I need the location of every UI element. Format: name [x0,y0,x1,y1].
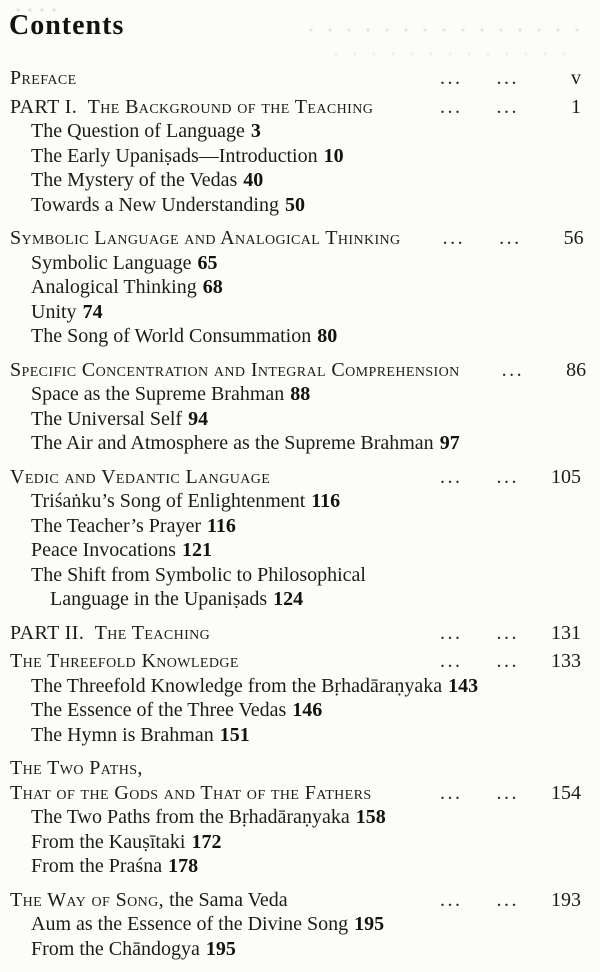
toc-entry-title: The Threefold Knowledge [10,650,239,672]
dot-leader: ... [440,621,463,644]
toc-page-number: v [571,67,581,89]
toc-entry-title: The Two Paths, [10,757,143,779]
toc-entry-title: Unity [31,300,77,323]
toc-item-page-number: 3 [250,120,261,142]
toc-entry-title: That of the Gods and That of the Fathers [10,781,372,804]
toc-item-page-number: 116 [207,514,236,537]
toc-heading-row [0,781,600,806]
toc-entry-title: Peace Invocations [31,539,176,561]
toc-heading-row [0,358,600,383]
toc-item-row [0,563,600,588]
toc-item-page-number: 116 [311,490,341,512]
toc-heading-row [0,649,600,674]
toc-item-row [0,514,600,539]
toc-item-page-number: 68 [202,276,223,298]
toc-item-page-number: 151 [219,723,250,746]
dot-leader: ... [440,781,463,804]
dot-leader: ... [499,227,522,249]
toc-item-row [0,698,600,723]
toc-entry-title: The Mystery of the Vedas [31,169,238,191]
toc-item-row [0,805,600,830]
toc-entry-title: From the Kauṣītaki [31,830,186,853]
toc-page-number: 105 [551,465,581,488]
dot-leader: ... [442,227,466,249]
toc-entry-title: The Way of Song, [10,888,165,911]
toc-entry-title: From the Praśna [31,855,163,877]
toc-page-number: 193 [551,888,581,911]
toc-item-page-number: 195 [205,937,236,960]
toc-entry-title: From the Chāndogya [31,937,200,960]
toc-entry-title: The Song of World Consummation [31,325,312,347]
toc-entry-title: The Question of Language [31,120,245,142]
toc-item-row [0,587,600,612]
toc-entry-title: Vedic and Vedantic Language [10,465,271,488]
toc-entry-title: PART II. The Teaching [10,621,211,644]
toc-item-row [0,407,600,432]
toc-page-number: 133 [551,650,581,672]
toc-item-row [0,300,600,325]
dot-leader: ... [440,465,463,488]
toc-entry-title: The Shift from Symbolic to Philosophical [31,563,366,586]
toc-entry-title: Space as the Supreme Brahman [31,383,285,405]
toc-item-row [0,723,600,748]
toc-entry-subtitle: the Sama Veda [169,888,288,911]
toc-page-number: 154 [551,781,581,804]
dot-leader: ... [440,888,463,911]
toc-item-page-number: 40 [243,169,264,191]
toc-item-row [0,538,600,563]
toc-heading-row [0,888,600,913]
toc-item-row [0,674,600,699]
dot-leader: ... [496,67,519,89]
toc-item-page-number: 80 [317,325,338,347]
toc-heading-row [0,756,600,781]
toc-page-number: 56 [563,227,584,249]
dot-leader: ... [440,95,463,118]
dot-leader: ... [496,95,519,118]
toc-entry-title: Specific Concentration and Integral Comprehension [10,358,460,381]
table-of-contents [0,66,600,961]
toc-item-page-number: 50 [284,193,305,216]
dot-leader: ... [496,621,519,644]
toc-item-page-number: 94 [188,407,209,430]
toc-entry-title: The Hymn is Brahman [31,723,214,746]
dot-leader: ... [496,465,519,488]
toc-entry-title: Language in the Upaniṣads [50,588,268,610]
toc-entry-title: Symbolic Language and Analogical Thinking [10,227,401,249]
toc-item-row [0,912,600,937]
toc-item-page-number: 146 [292,699,323,721]
toc-entry-title: The Air and Atmosphere as the Supreme Brahman [31,432,434,454]
toc-item-row [0,489,600,514]
toc-item-page-number: 121 [181,539,212,561]
dot-leader: ... [496,888,519,911]
toc-entry-title: Preface [10,67,77,89]
toc-item-page-number: 88 [290,383,311,405]
toc-item-row [0,324,600,349]
dot-leader: ... [501,358,525,381]
toc-entry-title: Aum as the Essence of the Divine Song [31,913,349,935]
toc-item-page-number: 195 [354,913,385,935]
toc-item-row [0,168,600,193]
toc-item-row [0,431,600,456]
toc-entry-title: PART I. The Background of the Teaching [10,95,374,118]
toc-entry-title: The Early Upaniṣads—Introduction [31,144,318,167]
dot-leader: ... [440,67,463,89]
toc-heading-row [0,66,600,91]
toc-item-page-number: 158 [355,806,386,828]
toc-item-page-number: 10 [323,144,344,167]
toc-item-page-number: 97 [439,432,460,454]
toc-item-page-number: 172 [191,830,222,853]
toc-entry-title: Triśaṅku’s Song of Enlightenment [31,490,306,512]
toc-page-number: 131 [551,621,581,644]
toc-entry-title: Symbolic Language [31,251,192,274]
toc-entry-title: Towards a New Understanding [31,193,279,216]
toc-item-page-number: 65 [197,251,218,274]
toc-item-page-number: 124 [273,588,304,610]
toc-item-row [0,830,600,855]
dot-leader: ... [440,650,463,672]
toc-entry-title: The Two Paths from the Bṛhadāraṇyaka [31,806,350,828]
toc-entry-title: Analogical Thinking [31,276,197,298]
toc-item-row [0,937,600,962]
toc-page-number: 86 [566,358,587,381]
toc-item-page-number: 74 [82,300,103,323]
toc-heading-row [0,95,600,120]
toc-item-page-number: 143 [448,674,479,697]
toc-item-row [0,144,600,169]
toc-heading-row [0,226,600,251]
toc-entry-title: The Teacher’s Prayer [31,514,201,537]
toc-heading-row [0,465,600,490]
toc-item-row [0,275,600,300]
toc-item-page-number: 178 [168,855,199,877]
toc-entry-title: The Threefold Knowledge from the Bṛhadāraṇyaka [31,674,443,697]
print-bleedthrough-smudge [330,48,570,61]
toc-heading-row [0,621,600,646]
toc-item-row [0,382,600,407]
toc-item-row [0,119,600,144]
page-title: Contents [9,10,125,41]
toc-entry-title: The Universal Self [31,407,183,430]
toc-entry-title: The Essence of the Three Vedas [31,699,287,721]
toc-item-row [0,251,600,276]
toc-item-row [0,854,600,879]
toc-page-number: 1 [571,95,581,118]
dot-leader: ... [496,650,519,672]
dot-leader: ... [496,781,519,804]
toc-item-row [0,193,600,218]
